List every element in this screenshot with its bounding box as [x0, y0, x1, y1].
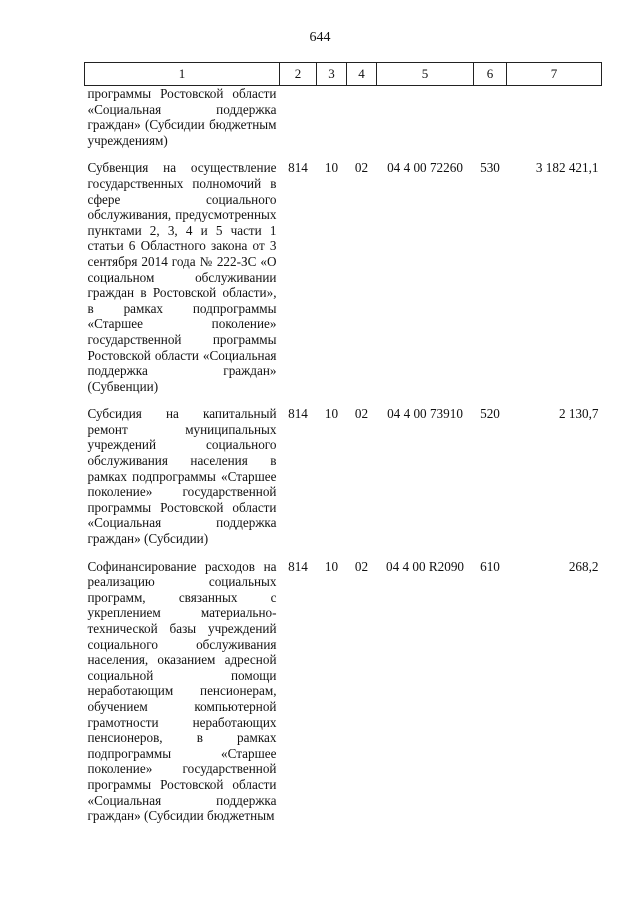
row-amount: 268,2 [568, 558, 599, 574]
row-amount: 3 182 421,1 [535, 160, 599, 176]
row-subsection-code [347, 86, 377, 161]
row-target-article [377, 86, 474, 161]
header-row [85, 63, 602, 86]
budget-table [84, 62, 602, 824]
row-target-article: 04 4 00 72260 [387, 160, 463, 176]
row-ministry-code: 814 [288, 558, 308, 574]
row-ministry-code: 814 [288, 406, 308, 422]
row-target-article: 04 4 00 73910 [387, 406, 463, 422]
table-row [85, 86, 602, 161]
row-amount [507, 86, 602, 161]
row-description: программы Ростовской области «Социальная поддержка граждан» (Субсидии бюджетным учреждениям) [87, 86, 277, 148]
column-header-4: 4 [347, 63, 377, 86]
row-section-code: 10 [324, 406, 339, 422]
row-expense-type: 520 [480, 406, 500, 422]
row-ministry-code: 814 [288, 160, 308, 176]
row-target-article: 04 4 00 R2090 [385, 558, 465, 574]
table-row [85, 559, 602, 824]
row-description: Субсидия на капитальный ремонт муниципальных учреждений социального обслуживания населения в рамках подпрограммы «Старшее поколение» государственной программы Ростовской области «Социальная поддержка граждан» (Субсидии) [87, 406, 277, 547]
table-row [85, 160, 602, 406]
column-header-1: 1 [85, 63, 280, 86]
row-subsection-code: 02 [354, 558, 369, 574]
row-expense-type: 610 [480, 558, 500, 574]
row-subsection-code: 02 [354, 160, 369, 176]
column-header-6: 6 [474, 63, 507, 86]
column-header-2: 2 [280, 63, 317, 86]
row-ministry-code [280, 86, 317, 161]
row-expense-type [474, 86, 507, 161]
row-section-code: 10 [324, 160, 339, 176]
column-header-3: 3 [317, 63, 347, 86]
row-amount: 2 130,7 [558, 406, 599, 422]
row-subsection-code: 02 [354, 406, 369, 422]
row-section-code: 10 [324, 558, 339, 574]
row-description: Субвенция на осуществление государственных полномочий в сфере социального обслуживания, предусмотренных пунктами 2, 3, 4 и 5 части 1 статьи 6 Областного закона от 3 сентября 2014 года № 222-ЗС «О социальном обслуживании граждан в Ростовской области», в рамках подпрограммы «Старшее поколение» государственной программы Ростовской области «Социальная поддержка граждан» (Субвенции) [87, 160, 277, 394]
table-row [85, 406, 602, 558]
column-header-7: 7 [507, 63, 602, 86]
column-header-5: 5 [377, 63, 474, 86]
row-description: Софинансирование расходов на реализацию социальных программ, связанных с укреплением материально-технической базы учреждений социального обслуживания населения, оказанием адресной социальной помощи неработающим пенсионерам, обучением компьютерной грамотности неработающих пенсионеров, в рамках подпрограммы «Старшее поколение» государственной программы Ростовской области «Социальная поддержка граждан» (Субсидии бюджетным [87, 558, 277, 824]
row-expense-type: 530 [480, 160, 500, 176]
row-section-code [317, 86, 347, 161]
page-number: 644 [309, 30, 331, 45]
